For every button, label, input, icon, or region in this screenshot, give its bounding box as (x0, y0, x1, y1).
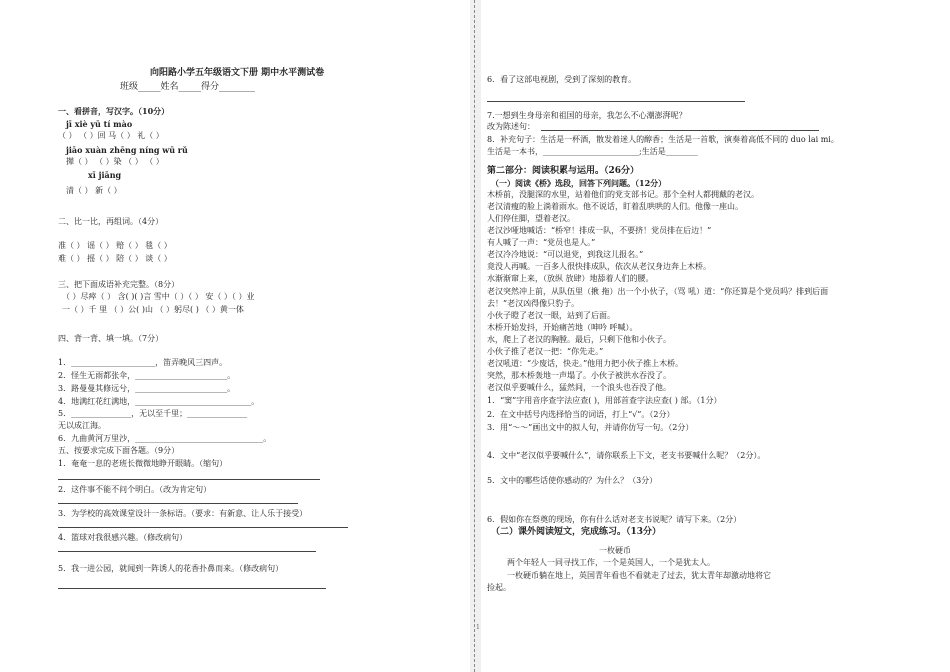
right-page (481, 0, 950, 672)
reading-2-heading: （二）课外阅读短文，完成练习。（13分） (491, 527, 662, 537)
passage-line: 老汉似乎要喊什么，猛然间，一个浪头也吞没了他。 (487, 383, 671, 392)
task-q2: 2．这件事不能不问个明白。（改为肯定句） (58, 485, 212, 494)
answer-line[interactable] (487, 101, 745, 102)
part-2-heading: 第二部分：阅读积累与运用。（26分） (487, 166, 640, 176)
task-q8-blanks: 生活是一本书，________________________;生活是________ (487, 147, 698, 156)
passage-line: 水渐渐窜上来，（放纵 放肆）地舔着人们的腰。 (487, 274, 654, 283)
hanzi-blank-row-1: （ ） （ ）回 马（ ） 礼（ ） (58, 131, 164, 140)
reading-1-heading: （一）阅读《桥》选段，回答下列问题。（12分） (491, 178, 667, 188)
recite-q3: 3．路曼曼其修远兮，_______________________。 (58, 384, 236, 393)
reading-q5: 5．文中的哪些话使你感动的？为什么？（3分） (487, 476, 658, 485)
pinyin-row-2: jiāo xuàn zhēng níng wū rǔ (66, 145, 188, 155)
reading-q1: 1．“窦”字用音序查字法应查( )，用部首查字法应查( ) 部。（1分） (487, 396, 722, 405)
hanzi-blank-row-2: 撵（ ） （ ）染 （ ） （ ） (66, 157, 164, 166)
passage-line: 木桥开始发抖，开始痛苦地（呻吟 呼喊）。 (487, 323, 638, 332)
task-q7-prompt: 改为陈述句： (487, 122, 535, 131)
passage-line: 老汉冷冷地说：“可以退党，到我这儿报名。” (487, 250, 644, 259)
recite-q4: 4．地满红花红满地，_____________________________。 (58, 397, 260, 406)
task-q7: 7.一想到生身母亲和祖国的母亲，我怎么不心潮澎湃呢？ (487, 111, 687, 120)
story-paragraph: 一枚硬币躺在地上，英国青年看也不看就走了过去，犹太青年却激动地将它 (507, 571, 771, 580)
task-q1: 1．奄奄一息的老班长微微地睁开眼睛。（缩句） (58, 459, 228, 468)
section-2-heading: 二、比一比，再组词。（4分） (58, 217, 164, 226)
exam-title: 向阳路小学五年级语文下册 期中水平测试卷 (150, 68, 325, 78)
task-q5: 5．我一进公园，就闻到一阵诱人的花香扑鼻而来。（修改病句） (58, 564, 284, 573)
passage-line: 老汉沙哑地喊话：“桥窄！排成一队，不要挤！党员排在后边！” (487, 226, 712, 235)
reading-q2: 2．在文中括号内选择恰当的词语，打上“√”。（2分） (487, 410, 675, 419)
task-q4: 4．篮球对我很感兴趣。（修改病句） (58, 533, 188, 542)
passage-line: 小伙子推了老汉一把：“你先走。” (487, 347, 604, 356)
passage-line: 木桥前，没腿深的水里，站着他们的党支部书记。那个全村人都拥戴的老汉。 (487, 190, 759, 199)
reading-q6: 6．假如你在祭奠的现场，你有什么话对老支书说呢？请写下来。（2分） (487, 515, 742, 524)
idiom-row-1: （ ）尽瘁（ ） 含( )( )言 雪中（ ）（ ） 安（ ）（ ）业 (62, 292, 255, 301)
student-info-line: 班级_____姓名_____得分________ (120, 82, 256, 92)
recite-q5: 5．_______________，无以至千里；_______________ (58, 409, 248, 418)
page-divider (474, 0, 475, 672)
pinyin-row-1: jī xiè yū tí mào (66, 119, 133, 129)
section-5-heading: 五、按要求完成下面各题。（9分） (58, 446, 180, 455)
hanzi-blank-row-3: 清（ ） 新（ ） (66, 186, 122, 195)
passage-line: 小伙子瞪了老汉一眼，站到了后面。 (487, 311, 615, 320)
passage-line: 有人喊了一声：“党员也是人。” (487, 238, 596, 247)
passage-line: 老汉突然冲上前，从队伍里（揪 拖）出一个小伙子，（骂 吼）道：“你还算是个党员吗？排到后面 (487, 287, 829, 296)
passage-line: 老汉吼道：“少废话，快走。”他用力把小伙子推上木桥。 (487, 359, 684, 368)
compare-row-2: 难（ ） 摇（ ） 陪（ ） 谈（ ） (58, 254, 172, 263)
compare-row-1: 准（ ） 谣（ ） 赔（ ） 毯（ ） (58, 241, 172, 250)
passage-line: 去！”老汉凶得像只豹子。 (487, 299, 580, 308)
page-number: 1 (476, 624, 480, 631)
story-paragraph: 捡起。 (487, 583, 511, 592)
reading-q3: 3．用“～～”画出文中的拟人句，并请你仿写一句。（2分） (487, 423, 694, 432)
story-paragraph: 两个年轻人一同寻找工作，一个是英国人，一个是犹太人。 (507, 558, 715, 567)
left-page (0, 0, 470, 672)
section-3-heading: 三、把下面成语补充完整。（8分） (58, 280, 180, 289)
task-q3: 3．为学校的高效课堂设计一条标语。（要求：有新意、让人乐于接受） (58, 509, 308, 518)
recite-q2: 2．怪生无雨都张伞，_______________________。 (58, 371, 236, 380)
reading-q4: 4．文中“老汉似乎要喊什么”，请你联系上下文，老支书要喊什么呢？（2分）。 (487, 451, 766, 460)
answer-line[interactable] (541, 130, 819, 131)
answer-line[interactable] (58, 527, 348, 528)
pinyin-row-3: xī jiāng (88, 170, 122, 180)
idiom-row-2: 一（ ）千 里 （ ）公( )山 （ ）躬尽( ) （ ）黄一体 (62, 305, 244, 314)
recite-q5-cont: 无以成江海。 (58, 421, 106, 430)
recite-q6: 6．九曲黄河万里沙，________________________________。 (58, 434, 272, 443)
answer-line[interactable] (58, 588, 326, 589)
passage-line: 老汉清瘦的脸上淌着雨水。他不说话，盯着乱哄哄的人们。他像一座山。 (487, 202, 743, 211)
task-q6: 6．看了这部电视剧，受到了深刻的教育。 (487, 75, 637, 84)
task-q8: 8．补充句子：生活是一杯酒，散发着迷人的醇香；生活是一首歌，演奏着高低不同的 duo lai mi。 (487, 135, 839, 144)
recite-q1: 1．_____________________，笛弄晚风三四声。 (58, 358, 228, 367)
answer-line[interactable] (58, 479, 320, 480)
passage-line: 竟没人再喊。一百多人很快排成队，依次从老汉身边奔上木桥。 (487, 262, 711, 271)
passage-line: 人们停住脚，望着老汉。 (487, 214, 575, 223)
answer-line[interactable] (58, 551, 316, 552)
story-title: 一枚硬币 (599, 546, 631, 555)
passage-line: 突然，那木桥轰地一声塌了。小伙子被洪水吞没了。 (487, 371, 671, 380)
section-1-heading: 一、看拼音，写汉字。（10分） (58, 106, 170, 116)
section-4-heading: 四、背一背、填一填。（7分） (58, 334, 164, 343)
passage-line: 水，爬上了老汉的胸膛。最后，只剩下他和小伙子。 (487, 335, 671, 344)
answer-line[interactable] (58, 503, 298, 504)
